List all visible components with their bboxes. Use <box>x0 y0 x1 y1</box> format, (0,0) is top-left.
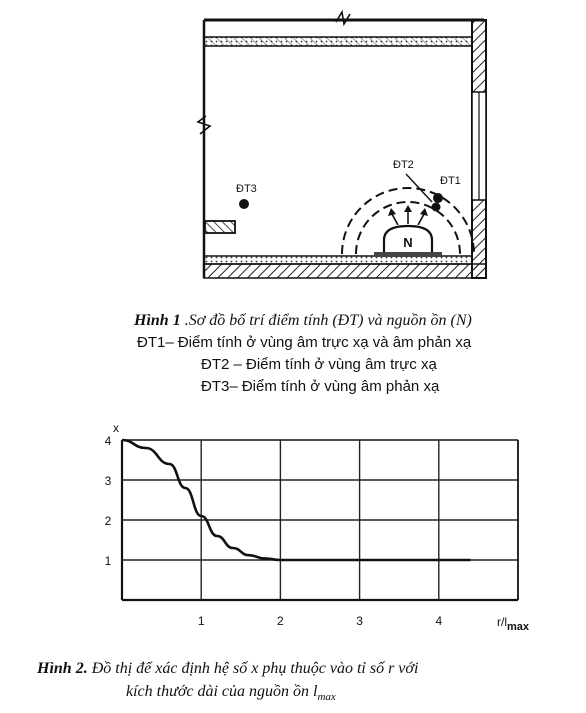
figure1-caption-prefix: Hình 1 <box>134 312 181 329</box>
x-axis-label-sub: max <box>507 621 530 633</box>
figure1-legend-dt2: ĐT2 – Điểm tính ở vùng âm trực xạ <box>201 356 437 373</box>
figure1-legend-dt1: ĐT1– Điểm tính ở vùng âm trực xạ và âm phản xạ <box>137 334 472 351</box>
figure2-caption-line1 <box>37 660 418 678</box>
x-tick-label: 4 <box>435 614 443 628</box>
dt3-label: ĐT3 <box>236 183 257 195</box>
x-tick-label: 3 <box>356 614 363 628</box>
y-tick-label: 1 <box>104 554 112 568</box>
source-label: N <box>403 235 413 250</box>
figure2-caption-prefix: Hình 2. <box>37 660 88 677</box>
chart-series <box>122 440 470 560</box>
dt1-label: ĐT1 <box>440 175 461 187</box>
figure1-legend-dt3: ĐT3– Điểm tính ở vùng âm phản xạ <box>201 378 440 395</box>
x-axis-label-main: r/l <box>497 615 507 629</box>
y-tick-label: 4 <box>104 434 112 448</box>
figure2-caption-line2 <box>126 683 336 703</box>
figure2-caption-text2: kích thước dài của nguồn ồn l <box>126 683 318 700</box>
figure2-caption-sub: max <box>317 691 336 704</box>
y-axis-label: x <box>113 421 119 435</box>
figure2-caption-text1: Đồ thị để xác định hệ số x phụ thuộc vào tỉ số r với <box>87 660 419 677</box>
y-tick-label: 3 <box>104 474 112 488</box>
chart-grid <box>122 440 518 600</box>
figure1-caption-text: .Sơ đồ bố trí điểm tính (ĐT) và nguồn ồn (N) <box>180 312 472 329</box>
x-axis-label <box>497 615 530 633</box>
dt2-label: ĐT2 <box>393 159 414 171</box>
y-tick-label: 2 <box>104 514 112 528</box>
series-line <box>122 440 470 560</box>
x-tick-label: 1 <box>197 614 205 628</box>
x-tick-label: 2 <box>277 614 284 628</box>
